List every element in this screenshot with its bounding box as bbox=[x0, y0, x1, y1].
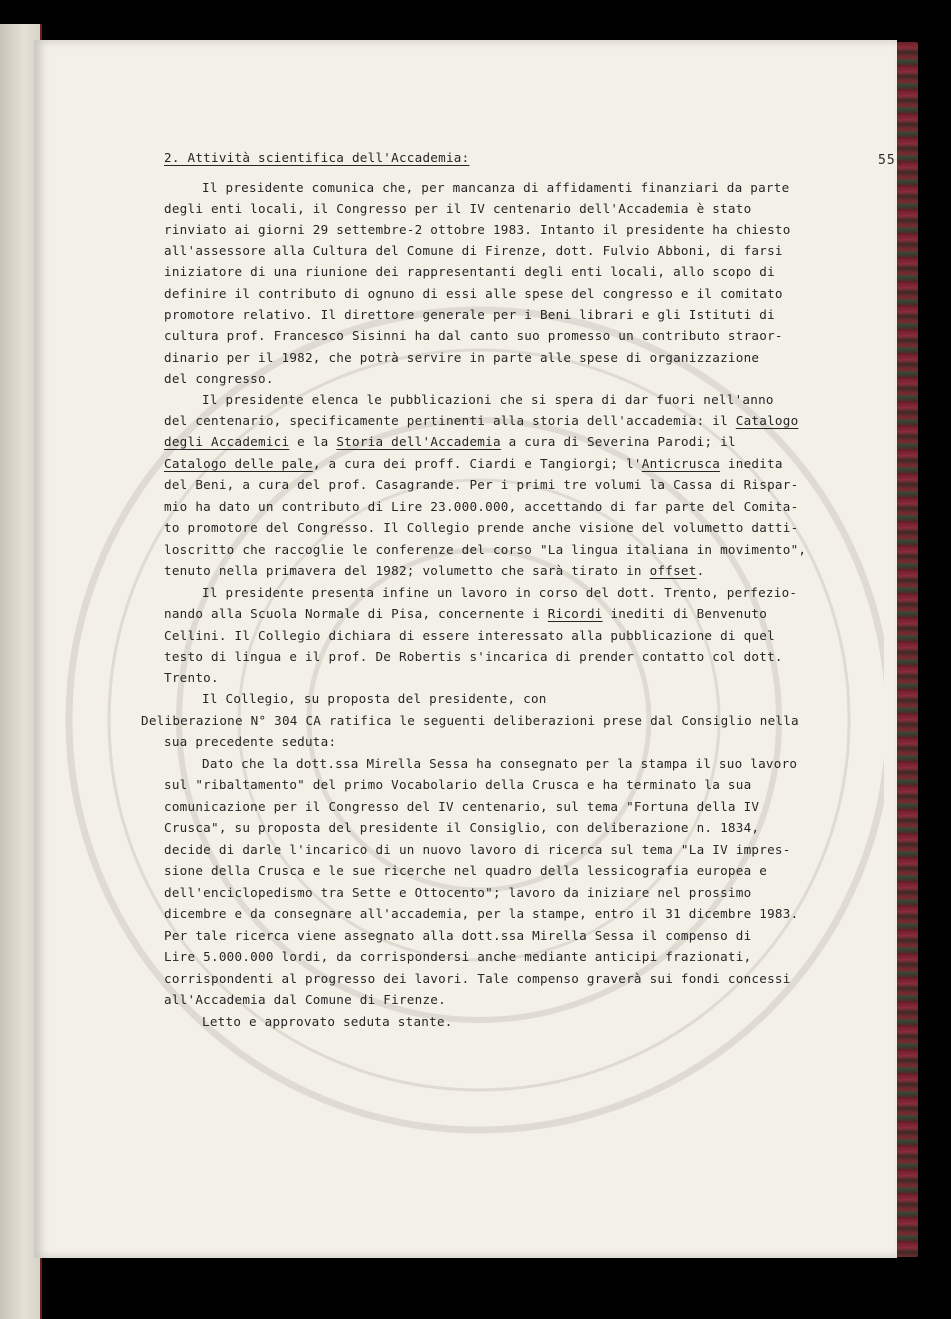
text-line: Trento. bbox=[164, 670, 219, 685]
text-line: Dato che la dott.ssa Mirella Sessa ha consegnato per la stampa il suo lavoro bbox=[202, 756, 798, 771]
text-line: decide di darle l'incarico di un nuovo lavoro di ricerca sul tema "La IV impres- bbox=[164, 842, 791, 857]
text-line: Letto e approvato seduta stante. bbox=[202, 1014, 453, 1029]
text-line: del Beni, a cura del prof. Casagrande. Per i primi tre volumi la Cassa di Rispar- bbox=[164, 477, 799, 492]
text-line: mio ha dato un contributo di Lire 23.000.000, accettando di far parte del Comita- bbox=[164, 499, 799, 514]
title-reference: Catalogo bbox=[735, 413, 799, 428]
text-line: nando alla Scuola Normale di Pisa, concernente i Ricordi inediti di Benvenuto bbox=[164, 606, 768, 621]
book-page-edges bbox=[896, 42, 918, 1257]
text-line: sul "ribaltamento" del primo Vocabolario della Crusca e ha terminato la sua bbox=[164, 777, 752, 792]
title-reference: Storia dell'Accademia bbox=[336, 434, 501, 449]
text-line: loscritto che raccoglie le conferenze del corso "La lingua italiana in movimento", bbox=[164, 542, 807, 557]
text-line: comunicazione per il Congresso del IV centenario, sul tema "Fortuna della IV bbox=[164, 799, 760, 814]
text-line: tenuto nella primavera del 1982; volumetto che sarà tirato in offset. bbox=[164, 563, 705, 578]
document-page bbox=[34, 40, 905, 1258]
title-reference: degli Accademici bbox=[164, 434, 290, 449]
text-line: Il presidente presenta infine un lavoro in corso del dott. Trento, perfezio- bbox=[202, 585, 798, 600]
text-line: Il Collegio, su proposta del presidente, con bbox=[202, 691, 547, 706]
text-line: Per tale ricerca viene assegnato alla dott.ssa Mirella Sessa il compenso di bbox=[164, 928, 752, 943]
text-line: corrispondenti al progresso dei lavori. Tale compenso graverà sui fondi concessi bbox=[164, 971, 791, 986]
text-line: cultura prof. Francesco Sisinni ha dal canto suo promesso un contributo straor- bbox=[164, 328, 783, 343]
text-line: to promotore del Congresso. Il Collegio prende anche visione del volumetto datti- bbox=[164, 520, 799, 535]
text-line: Cellini. Il Collegio dichiara di essere interessato alla pubblicazione di quel bbox=[164, 628, 775, 643]
text-line: Lire 5.000.000 lordi, da corrispondersi anche mediante anticipi frazionati, bbox=[164, 949, 752, 964]
text-line: sione della Crusca e le sue ricerche nel quadro della lessicografia europea e bbox=[164, 863, 768, 878]
text-line: all'Accademia dal Comune di Firenze. bbox=[164, 992, 446, 1007]
text-line: promotore relativo. Il direttore generale per i Beni librari e gli Istituti di bbox=[164, 307, 775, 322]
text-line: definire il contributo di ognuno di essi alle spese del congresso e il comitato bbox=[164, 286, 783, 301]
text-line: iniziatore di una riunione dei rappresentanti degli enti locali, allo scopo di bbox=[164, 264, 775, 279]
title-reference: Ricordi bbox=[547, 606, 603, 621]
text-line: all'assessore alla Cultura del Comune di Firenze, dott. Fulvio Abboni, di farsi bbox=[164, 243, 783, 258]
text-line: dicembre e da consegnare all'accademia, per la stampe, entro il 31 dicembre 1983. bbox=[164, 906, 799, 921]
text-line: degli Accademici e la Storia dell'Accademia a cura di Severina Parodi; il bbox=[164, 434, 736, 449]
title-reference: offset bbox=[649, 563, 697, 578]
text-line: dell'enciclopedismo tra Sette e Ottocento"; lavoro da iniziare nel prossimo bbox=[164, 885, 752, 900]
title-reference: Anticrusca bbox=[641, 456, 721, 471]
deliberation-line: Deliberazione N° 304 CA ratifica le seguenti deliberazioni prese dal Consiglio nella bbox=[141, 713, 799, 728]
text-line: sua precedente seduta: bbox=[164, 734, 337, 749]
text-line: Il presidente comunica che, per mancanza di affidamenti finanziari da parte bbox=[202, 180, 790, 195]
text-line: Il presidente elenca le pubblicazioni che si spera di dar fuori nell'anno bbox=[202, 392, 774, 407]
text-line: degli enti locali, il Congresso per il IV centenario dell'Accademia è stato bbox=[164, 201, 752, 216]
text-line: del congresso. bbox=[164, 371, 274, 386]
text-line: Crusca", su proposta del presidente il Consiglio, con deliberazione n. 1834, bbox=[164, 820, 760, 835]
text-line: rinviato ai giorni 29 settembre-2 ottobre 1983. Intanto il presidente ha chiesto bbox=[164, 222, 791, 237]
page-number: 55. bbox=[878, 153, 905, 168]
text-line: Catalogo delle pale, a cura dei proff. Ciardi e Tangiorgi; l'Anticrusca inedita bbox=[164, 456, 783, 471]
title-reference: Catalogo delle pale bbox=[164, 456, 313, 471]
text-line: testo di lingua e il prof. De Robertis s'incarica di prender contatto col dott. bbox=[164, 649, 783, 664]
section-heading: 2. Attività scientifica dell'Accademia: bbox=[164, 150, 470, 165]
text-line: dinario per il 1982, che potrà servire in parte alle spese di organizzazione bbox=[164, 350, 760, 365]
text-line: del centenario, specificamente pertinenti alla storia dell'accademia: il Catalogo bbox=[164, 413, 799, 428]
